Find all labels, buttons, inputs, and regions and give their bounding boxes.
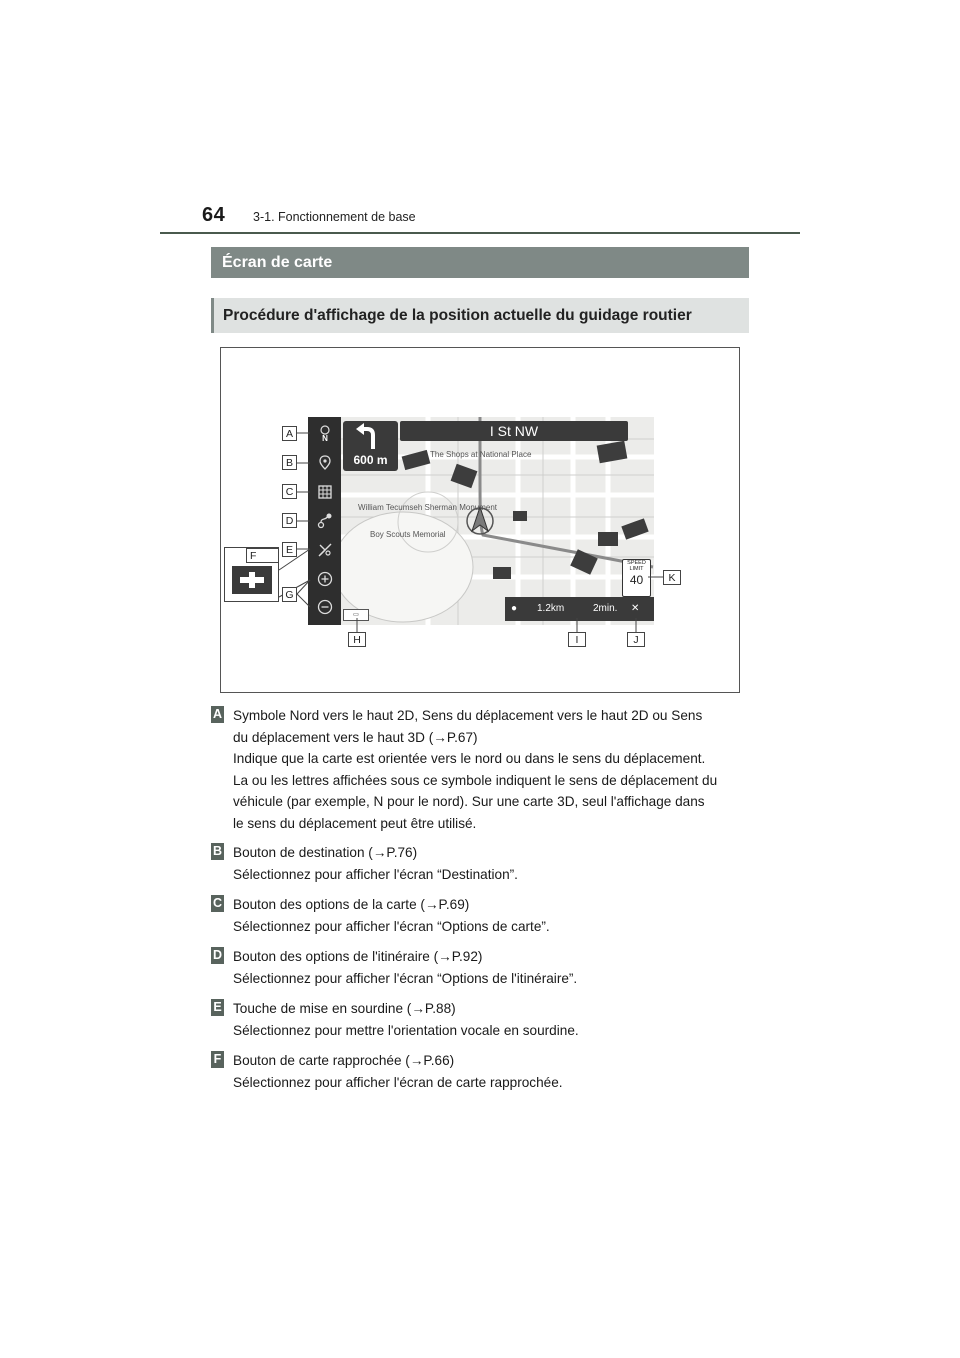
- mute-icon: [316, 541, 334, 559]
- chapter-title: 3-1. Fonctionnement de base: [253, 210, 416, 224]
- destination-button[interactable]: [311, 450, 338, 476]
- speed-limit-value: 40: [629, 573, 644, 587]
- item-line: Bouton de carte rapprochée (→P.66): [233, 1053, 455, 1068]
- navigation-map-screen: [308, 417, 654, 625]
- item-line: Bouton de destination (→P.76): [233, 845, 418, 860]
- pin-icon: [316, 454, 334, 472]
- item-line: le sens du déplacement peut être utilisé.: [233, 815, 477, 831]
- route-info-icon: ●: [511, 603, 518, 614]
- compass-icon: [316, 425, 334, 443]
- item-line: La ou les lettres affichées sous ce symbole indiquent le sens de déplacement du: [233, 772, 718, 788]
- item-line: Touche de mise en sourdine (→P.88): [233, 1001, 456, 1016]
- item-line: Sélectionnez pour afficher l'écran “Options de carte”.: [233, 918, 550, 934]
- turn-indicator: [343, 421, 398, 471]
- street-name: I St NW: [400, 421, 628, 441]
- callout-label: I: [568, 632, 586, 647]
- mute-button[interactable]: [311, 537, 338, 563]
- map-scale: ▭: [343, 609, 369, 621]
- compass-letter: N: [321, 434, 328, 443]
- zoom-in-button[interactable]: [311, 566, 338, 592]
- item-badge: F: [211, 1051, 224, 1068]
- callout-label: K: [663, 570, 681, 585]
- route-info-bar[interactable]: [505, 597, 654, 621]
- item-line: Indique que la carte est orientée vers le nord ou dans le sens du déplacement.: [233, 751, 706, 767]
- header-rule: [160, 232, 800, 234]
- route-options-button[interactable]: [311, 508, 338, 534]
- callout-label: C: [282, 484, 297, 499]
- callout-label: B: [282, 455, 297, 470]
- close-up-map-icon: [232, 566, 272, 594]
- item-line: Symbole Nord vers le haut 2D, Sens du déplacement vers le haut 2D ou Sens: [233, 708, 703, 723]
- page-number: 64: [202, 204, 226, 226]
- callout-label: D: [282, 513, 297, 528]
- callout-label: J: [627, 632, 645, 647]
- route-icon: [316, 512, 334, 530]
- turn-left-arrow-icon: [343, 421, 398, 451]
- item-line: du déplacement vers le haut 3D (→P.67): [233, 729, 478, 745]
- grid-icon: [316, 483, 334, 501]
- map-options-button[interactable]: [311, 479, 338, 505]
- callout-label: E: [282, 542, 297, 557]
- map-label: William Tecumseh Sherman Monument: [358, 503, 498, 512]
- subsection-title: Procédure d'affichage de la position actuelle du guidage routier: [211, 298, 749, 333]
- zoom-out-button[interactable]: [311, 594, 338, 620]
- item-line: véhicule (par exemple, N pour le nord). Sur une carte 3D, seul l'affichage dans: [233, 794, 705, 810]
- item-line: Sélectionnez pour afficher l'écran de carte rapprochée.: [233, 1074, 563, 1090]
- speed-limit-label: SPEED LIMIT: [627, 560, 646, 572]
- trip-time: 2min.: [593, 603, 618, 614]
- callout-label: H: [348, 632, 366, 647]
- item-badge: D: [212, 948, 223, 962]
- item-line: Bouton des options de l'itinéraire (→P.92): [233, 949, 483, 964]
- zoom-out-icon: [316, 598, 334, 616]
- item-badge: A: [212, 707, 223, 721]
- page-header: [160, 204, 800, 234]
- zoom-in-icon: [316, 570, 334, 588]
- item-badge: E: [211, 999, 224, 1016]
- compass-button[interactable]: [311, 421, 338, 447]
- map-label: Boy Scouts Memorial: [370, 530, 446, 539]
- callout-label: A: [282, 426, 297, 441]
- callout-label: F: [246, 548, 279, 563]
- speed-limit-sign: [622, 559, 651, 597]
- turn-distance: 600 m: [353, 453, 388, 467]
- map-label: The Shops at National Place: [430, 450, 532, 459]
- callout-label: G: [282, 587, 297, 602]
- item-badge: B: [212, 844, 223, 858]
- item-line: Sélectionnez pour mettre l'orientation vocale en sourdine.: [233, 1022, 579, 1038]
- item-badge: C: [212, 896, 223, 910]
- section-title: Écran de carte: [211, 247, 749, 278]
- route-mute-icon: ✕: [631, 603, 640, 614]
- item-line: Sélectionnez pour afficher l'écran “Destination”.: [233, 866, 518, 882]
- trip-distance: 1.2km: [537, 603, 565, 614]
- map-side-panel: [308, 417, 341, 625]
- item-line: Sélectionnez pour afficher l'écran “Options de l'itinéraire”.: [233, 970, 578, 986]
- item-line: Bouton des options de la carte (→P.69): [233, 897, 470, 912]
